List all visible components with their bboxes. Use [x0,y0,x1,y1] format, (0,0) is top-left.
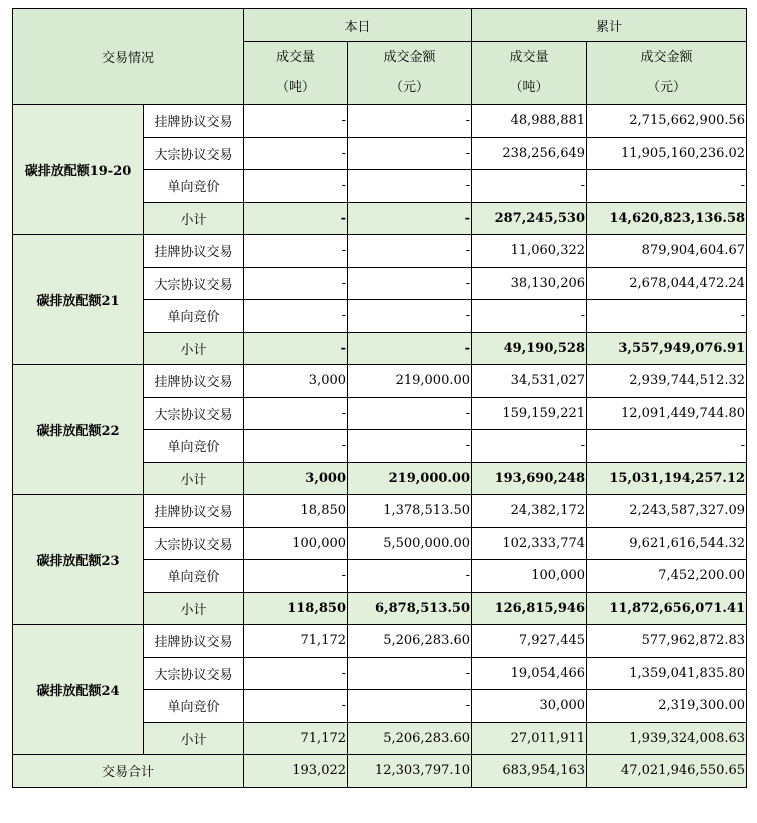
cumulative-volume: 193,690,248 [472,462,587,495]
today-amount: - [348,657,472,690]
today-amount: 5,500,000.00 [348,527,472,560]
cumulative-volume: 287,245,530 [472,202,587,235]
today-volume: 3,000 [244,462,348,495]
today-volume: - [244,235,348,268]
total-cumulative-volume: 683,954,163 [472,755,587,788]
cumulative-volume: - [472,430,587,463]
header-volume-label: 成交量 [276,50,316,65]
total-today-amount: 12,303,797.10 [348,755,472,788]
row-label: 单向竞价 [144,170,244,203]
cumulative-amount: 2,678,044,472.24 [587,267,747,300]
today-volume: 18,850 [244,495,348,528]
header-amount-label: 成交金额 [640,50,693,65]
cumulative-amount: 2,715,662,900.56 [587,105,747,138]
today-amount: - [348,430,472,463]
total-cumulative-amount: 47,021,946,550.65 [587,755,747,788]
today-amount: 219,000.00 [348,462,472,495]
row-label: 挂牌协议交易 [144,365,244,398]
cumulative-amount: 1,939,324,008.63 [587,722,747,755]
row-label: 挂牌协议交易 [144,625,244,658]
header-cumulative: 累计 [472,9,747,42]
category-name: 碳排放配额23 [13,495,144,625]
row-label: 大宗协议交易 [144,657,244,690]
header-today-amount [348,42,472,105]
today-amount: - [348,137,472,170]
today-amount: - [348,105,472,138]
cumulative-volume: - [472,300,587,333]
table-row [13,495,747,528]
today-volume: - [244,300,348,333]
header-amount-unit: （元） [647,80,687,95]
row-label: 大宗协议交易 [144,267,244,300]
cumulative-amount: - [587,170,747,203]
cumulative-volume: 100,000 [472,560,587,593]
today-amount: 219,000.00 [348,365,472,398]
cumulative-volume: 7,927,445 [472,625,587,658]
row-label: 大宗协议交易 [144,397,244,430]
header-trade-situation: 交易情况 [13,9,244,105]
today-volume: 3,000 [244,365,348,398]
row-label: 大宗协议交易 [144,527,244,560]
carbon-trading-table [12,8,747,788]
today-volume: 71,172 [244,625,348,658]
row-label: 单向竞价 [144,300,244,333]
cumulative-amount: 577,962,872.83 [587,625,747,658]
today-amount: 5,206,283.60 [348,722,472,755]
header-cumulative-volume [472,42,587,105]
today-amount: - [348,560,472,593]
cumulative-amount: 2,243,587,327.09 [587,495,747,528]
total-today-volume: 193,022 [244,755,348,788]
subtotal-label: 小计 [144,722,244,755]
header-cumulative-amount [587,42,747,105]
today-volume: - [244,267,348,300]
table-row [13,625,747,658]
today-volume: 118,850 [244,592,348,625]
cumulative-amount: 12,091,449,744.80 [587,397,747,430]
row-label: 大宗协议交易 [144,137,244,170]
cumulative-volume: 11,060,322 [472,235,587,268]
cumulative-amount: 7,452,200.00 [587,560,747,593]
subtotal-label: 小计 [144,592,244,625]
cumulative-amount: 9,621,616,544.32 [587,527,747,560]
today-amount: 5,206,283.60 [348,625,472,658]
cumulative-volume: 34,531,027 [472,365,587,398]
total-row [13,755,747,788]
row-label: 挂牌协议交易 [144,105,244,138]
cumulative-volume: 19,054,466 [472,657,587,690]
table-row [13,235,747,268]
cumulative-volume: 159,159,221 [472,397,587,430]
category-name: 碳排放配额24 [13,625,144,755]
today-amount: - [348,690,472,723]
row-label: 单向竞价 [144,430,244,463]
cumulative-amount: 15,031,194,257.12 [587,462,747,495]
cumulative-volume: 126,815,946 [472,592,587,625]
today-volume: 100,000 [244,527,348,560]
cumulative-amount: 11,905,160,236.02 [587,137,747,170]
subtotal-label: 小计 [144,332,244,365]
table-row [13,365,747,398]
header-volume-unit: （吨） [509,80,549,95]
row-label: 挂牌协议交易 [144,235,244,268]
today-volume: - [244,560,348,593]
row-label: 单向竞价 [144,690,244,723]
cumulative-amount: 3,557,949,076.91 [587,332,747,365]
today-volume: - [244,397,348,430]
cumulative-volume: 238,256,649 [472,137,587,170]
header-volume-unit: （吨） [276,80,316,95]
total-label: 交易合计 [13,755,244,788]
cumulative-amount: - [587,300,747,333]
cumulative-amount: - [587,430,747,463]
today-amount: - [348,332,472,365]
today-volume: - [244,657,348,690]
today-amount: - [348,300,472,333]
header-volume-label: 成交量 [509,50,549,65]
table-row [13,105,747,138]
subtotal-label: 小计 [144,202,244,235]
cumulative-volume: 38,130,206 [472,267,587,300]
cumulative-amount: 879,904,604.67 [587,235,747,268]
cumulative-volume: 30,000 [472,690,587,723]
cumulative-amount: 1,359,041,835.80 [587,657,747,690]
today-amount: - [348,170,472,203]
category-name: 碳排放配额19-20 [13,105,144,235]
today-amount: - [348,267,472,300]
cumulative-amount: 14,620,823,136.58 [587,202,747,235]
today-amount: 1,378,513.50 [348,495,472,528]
today-volume: - [244,170,348,203]
header-today: 本日 [244,9,472,42]
today-amount: 6,878,513.50 [348,592,472,625]
cumulative-volume: 27,011,911 [472,722,587,755]
category-name: 碳排放配额21 [13,235,144,365]
today-volume: - [244,430,348,463]
header-amount-unit: （元） [390,80,430,95]
today-volume: - [244,137,348,170]
header-amount-label: 成交金额 [383,50,436,65]
row-label: 单向竞价 [144,560,244,593]
cumulative-volume: 48,988,881 [472,105,587,138]
today-amount: - [348,397,472,430]
today-volume: - [244,105,348,138]
today-volume: 71,172 [244,722,348,755]
today-volume: - [244,332,348,365]
today-amount: - [348,235,472,268]
header-today-volume [244,42,348,105]
row-label: 挂牌协议交易 [144,495,244,528]
cumulative-volume: 49,190,528 [472,332,587,365]
cumulative-volume: 102,333,774 [472,527,587,560]
today-volume: - [244,690,348,723]
today-volume: - [244,202,348,235]
cumulative-volume: - [472,170,587,203]
subtotal-label: 小计 [144,462,244,495]
cumulative-amount: 2,939,744,512.32 [587,365,747,398]
today-amount: - [348,202,472,235]
cumulative-amount: 11,872,656,071.41 [587,592,747,625]
cumulative-amount: 2,319,300.00 [587,690,747,723]
category-name: 碳排放配额22 [13,365,144,495]
cumulative-volume: 24,382,172 [472,495,587,528]
